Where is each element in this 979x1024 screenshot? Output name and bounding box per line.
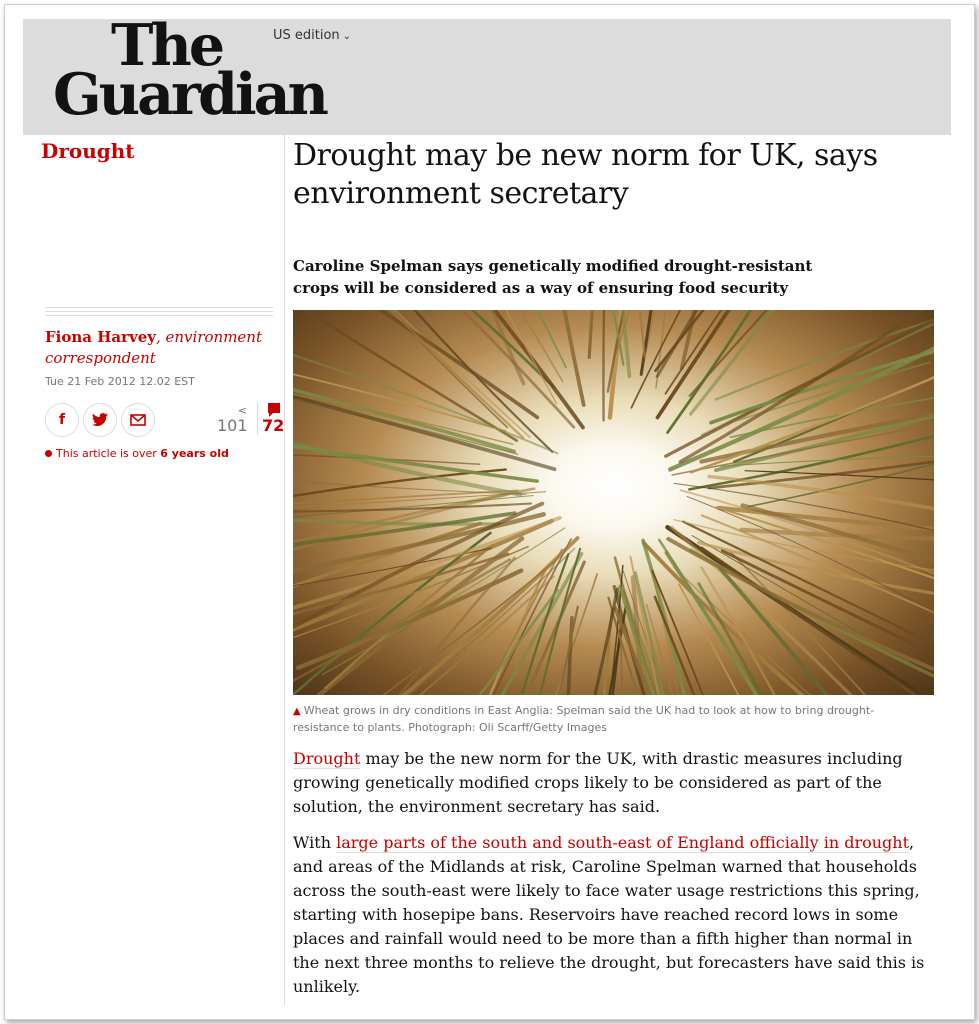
comment-count-value: 72 [262, 416, 285, 435]
wheat-stalk [699, 584, 826, 695]
wheat-photo-illustration [293, 310, 934, 695]
edition-label: US edition [273, 28, 340, 43]
author-role: , environment correspondent [45, 328, 262, 367]
article-age-warning [45, 447, 229, 460]
wheat-stalk [585, 566, 623, 696]
facebook-icon: f [58, 412, 66, 428]
share-icon: < [237, 404, 247, 417]
age-prefix: This article is over [56, 447, 161, 460]
logo-line-1: The [111, 12, 223, 79]
paragraph-2-intro: With [293, 833, 337, 852]
column-divider [284, 135, 285, 1005]
article-headline: Drought may be new norm for UK, says environment secretary [293, 138, 878, 211]
share-count [217, 405, 247, 435]
paragraph-2-text: , and areas of the Midlands at risk, Caroline Spelman warned that households across the south-east were likely to face water usage restrictions this spring, starting with hosepipe bans. Reservoirs have reached record lows in some places and rainfall would need to be more than a fifth higher than normal in the next three months to relieve the drought, but forecasters have said this is unlikely. [293, 833, 925, 996]
wheat-stalk [745, 471, 934, 482]
article-page [4, 4, 975, 1020]
wheat-stalk [293, 504, 531, 512]
main-media-image [293, 310, 934, 695]
share-count-value: 101 [217, 416, 248, 435]
caption-text: Wheat grows in dry conditions in East Anglia: Spelman said the UK had to look at how to bring drought-resistance to plants. Photograph: Oli Scarff/Getty Images [293, 704, 875, 734]
twitter-share-button[interactable] [83, 403, 117, 437]
paragraph-2 [293, 831, 937, 999]
article-body [293, 747, 937, 1011]
wheat-stalk [565, 618, 572, 695]
comment-count-link[interactable] [257, 403, 284, 435]
wheat-stalk [716, 316, 934, 400]
meta-divider-rules [45, 307, 273, 319]
edition-selector[interactable] [273, 28, 351, 43]
email-share-button[interactable] [121, 403, 155, 437]
wheat-stalk [672, 527, 863, 695]
clock-icon [45, 450, 52, 457]
facebook-share-button[interactable] [45, 403, 79, 437]
wheat-stalk [589, 310, 613, 358]
wheat-stalk [293, 533, 490, 695]
byline [45, 327, 273, 369]
wheat-stalk [298, 571, 521, 668]
masthead [23, 12, 951, 135]
wheat-stalk [588, 611, 612, 696]
drought-link[interactable]: Drought [293, 749, 361, 768]
wheat-stalk [711, 344, 934, 423]
south-east-drought-link[interactable]: large parts of the south and south-east of England officially in drought [336, 833, 910, 852]
wheat-stalk [701, 403, 934, 462]
author-name-link[interactable]: Fiona Harvey [45, 328, 156, 346]
caption-triangle-icon: ▲ [293, 706, 301, 717]
wheat-stalk [702, 567, 834, 695]
age-value: 6 years old [160, 447, 229, 460]
paragraph-1 [293, 747, 937, 819]
wheat-stalk [588, 310, 629, 376]
email-icon [130, 414, 146, 426]
comment-icon [268, 403, 280, 413]
image-caption [293, 703, 893, 736]
publication-date: Tue 21 Feb 2012 12.02 EST [45, 375, 195, 388]
article-standfirst: Caroline Spelman says genetically modified drought-resistant crops will be considered as a way of ensuring food security [293, 257, 813, 297]
paragraph-1-text: may be the new norm for the UK, with drastic measures including growing genetically modified crops likely to be considered as part of the solution, the environment secretary has said. [293, 749, 903, 816]
wheat-stalk [646, 310, 688, 353]
section-link-drought[interactable]: Drought [41, 139, 135, 163]
twitter-icon [92, 413, 108, 427]
chevron-down-icon: ⌄ [342, 31, 352, 42]
logo-line-2: Guardian [53, 61, 326, 129]
